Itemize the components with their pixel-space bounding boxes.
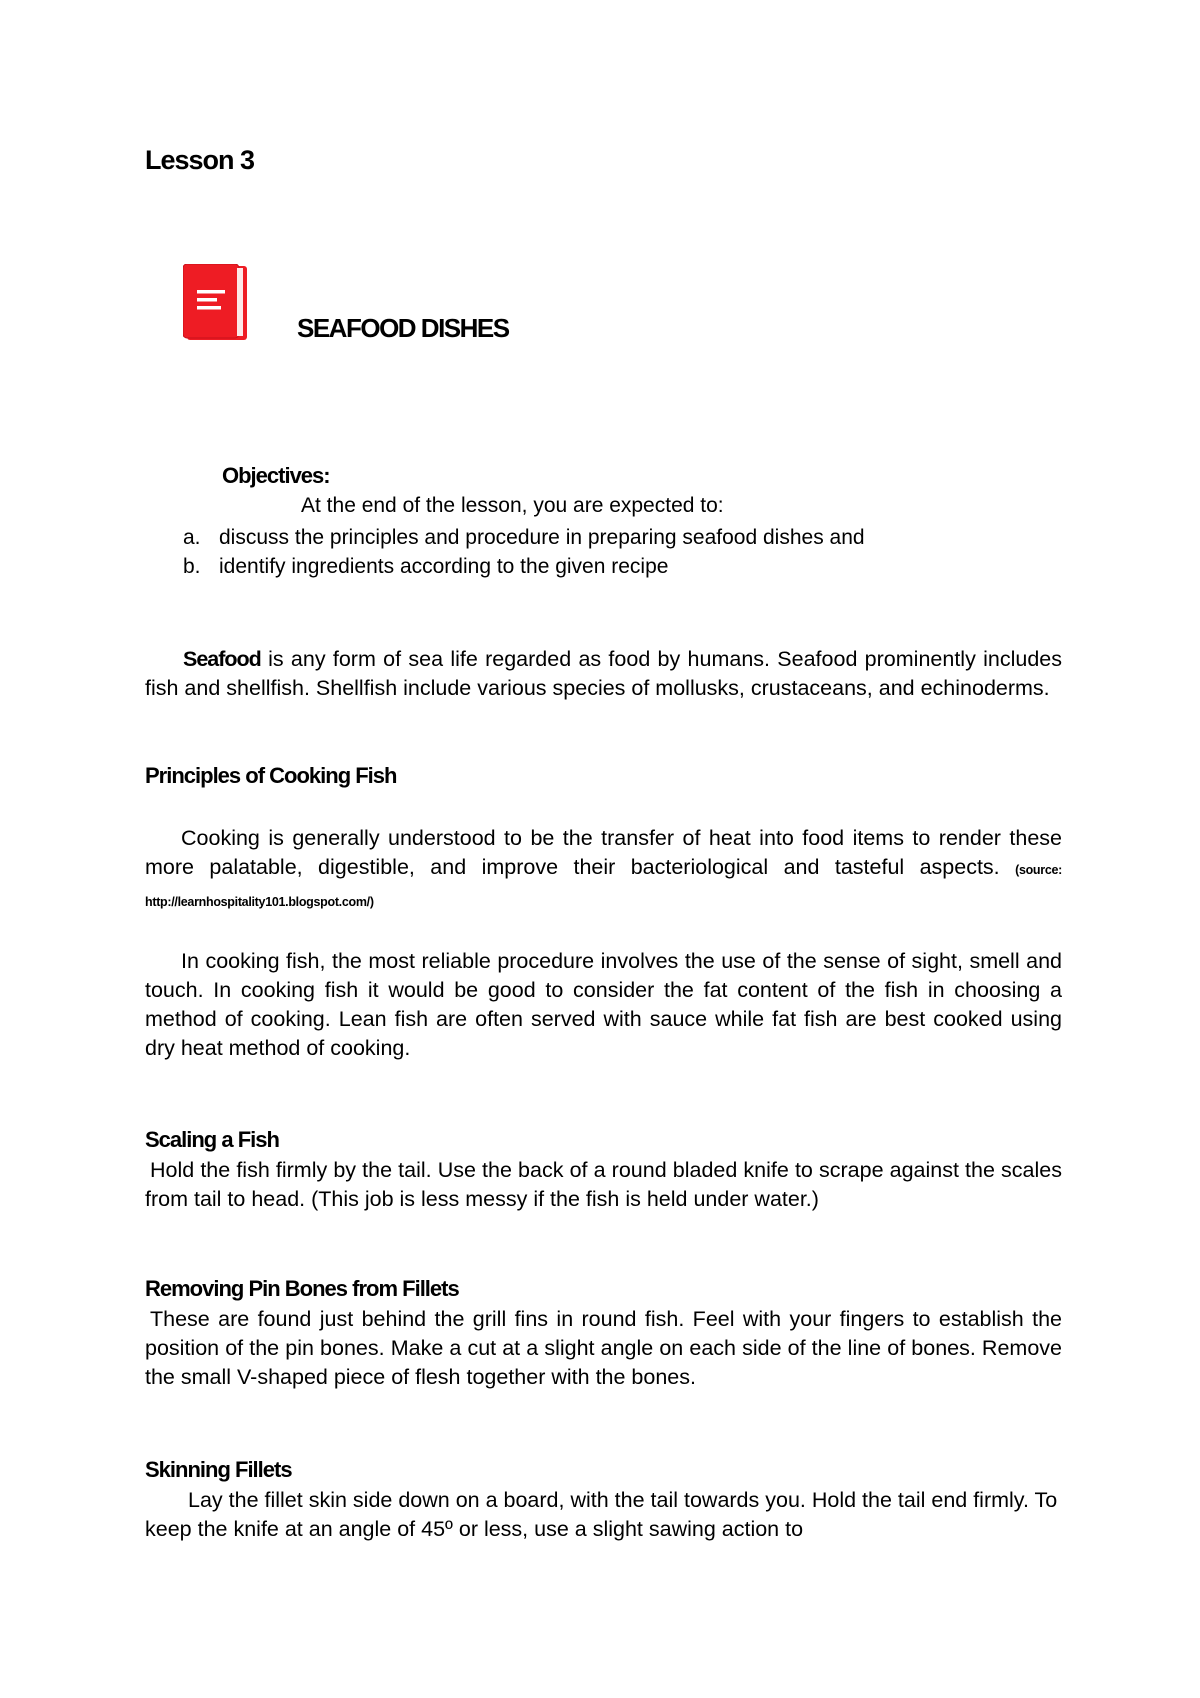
seafood-text: is any form of sea life regarded as food by humans. Seafood prominently includes fish and shellfish. Shellfish include various species of mollusks, crustaceans, and echinoderms. xyxy=(145,647,1062,700)
objectives-intro: At the end of the lesson, you are expected to: xyxy=(301,494,724,517)
cooking-text: Cooking is generally understood to be the transfer of heat into food items to render these more palatable, digestible, and improve their bacteriological and tasteful aspects. xyxy=(145,826,1062,879)
objective-item xyxy=(183,526,983,550)
objective-item xyxy=(183,555,983,579)
objective-text: identify ingredients according to the given recipe xyxy=(219,555,669,578)
seafood-term: Seafood xyxy=(183,647,261,671)
objective-text: discuss the principles and procedure in preparing seafood dishes and xyxy=(219,526,865,549)
lesson-title: Lesson 3 xyxy=(145,145,255,175)
seafood-paragraph xyxy=(145,645,1062,703)
cooking-fish-paragraph: In cooking fish, the most reliable procedure involves the use of the sense of sight, smell and touch. In cooking fish it would be good to consider the fat content of the fish in choosing a method of cooking. Lean fish are often served with sauce while fat fish are best cooked using dry heat method of cooking. xyxy=(145,949,1062,1060)
list-marker: a. xyxy=(183,526,201,549)
pin-bones-paragraph: These are found just behind the grill fins in round fish. Feel with your fingers to establish the position of the pin bones. Make a cut at a slight angle on each side of the line of bones. Remove the small V-shaped piece of flesh together with the bones. xyxy=(145,1307,1062,1389)
list-marker: b. xyxy=(183,555,201,578)
pin-bones-heading: Removing Pin Bones from Fillets xyxy=(145,1276,459,1301)
book-icon xyxy=(183,264,249,342)
skinning-heading: Skinning Fillets xyxy=(145,1457,292,1482)
cooking-paragraph xyxy=(145,824,1062,917)
source-citation: (source: http://learnhospitality101.blogspot.com/) xyxy=(145,863,1062,909)
scaling-paragraph: Hold the fish firmly by the tail. Use the back of a round bladed knife to scrape against the scales from tail to head. (This job is less messy if the fish is held under water.) xyxy=(145,1158,1062,1211)
objectives-label: Objectives: xyxy=(222,463,330,488)
scaling-heading: Scaling a Fish xyxy=(145,1127,279,1152)
skinning-paragraph: Lay the fillet skin side down on a board, with the tail towards you. Hold the tail end firmly. To keep the knife at an angle of 45º or less, use a slight sawing action to xyxy=(145,1488,1058,1541)
section-title: SEAFOOD DISHES xyxy=(297,313,509,343)
principles-heading: Principles of Cooking Fish xyxy=(145,763,397,788)
